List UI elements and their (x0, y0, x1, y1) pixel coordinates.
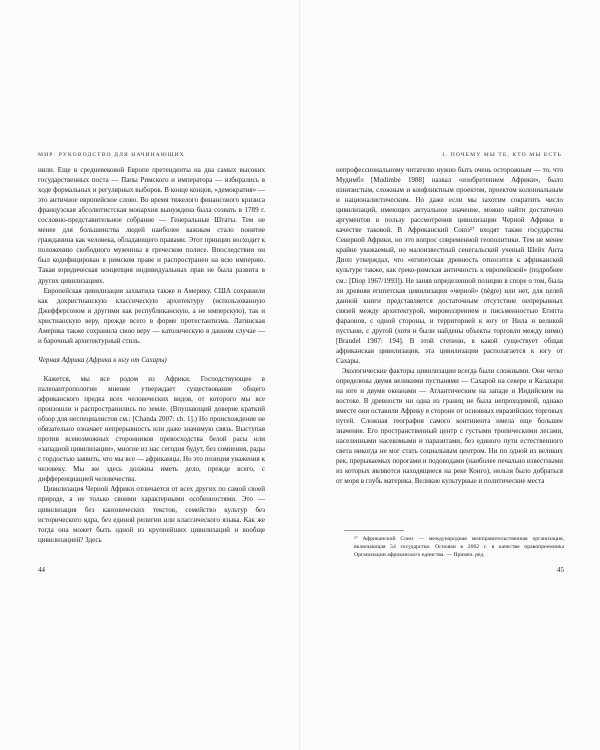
footnote (354, 530, 564, 559)
left-body-text (38, 165, 265, 545)
right-body-text (336, 165, 563, 487)
running-header-left: МИР: РУКОВОДСТВО ДЛЯ НАЧИНАЮЩИХ (38, 152, 185, 158)
right-page (300, 0, 600, 750)
right-paragraph-1: непрофессиональному читателю нужно быть очень осторожным — то, что Мудимбэ [Mudimbe 1988] назвал «изобретением Африки», было изнизистым, сложным и конфликтным проектом, проектом колониальным и националистическим. Но даже если мы захотим сократить число цивилизаций, имеющих актуальное значение, можно найти достаточно аргументов в пользу рассмотрения цивилизации Черной Африки в качестве таковой. В Африканский Союз²⁷ входят также государства Северной Африки, но это вопрос современной геополитики. Тем не менее крайне уважаемый, но малоизвестный сенегальский ученый Шейх Анта Диоп утверждал, что «египетская древность относится к африканской культуре также, как греко-римская античность к европейской» (подробнее см.: [Diop 1967/1993]). Не заняв определенной позиции в споре о том, была ли древняя египетская цивилизация «черной» (nègre) или нет, для целей данной книги представляется достаточным отсутствие непрерывных связей между архитектурой, мировоззрением и письменностью Египта фараонов, с одной стороны, и территорией к югу от Нила и великой пустыни, с другой (хотя и были найдены объекты торговли между ними) [Braudel 1987: 194]. В этой степени, в какой существует общая африканская цивилизация, эта цивилизация располагается к югу от Сахары. (336, 166, 563, 365)
left-paragraph-2: Европейская цивилизация захватила также и Америку. США сохранили как дохристианскую классическую архитектуру (использованную Джефферсоном и другими как республиканскую, а не имперскую), так и христианскую веру, прежде всего в форме протестантизма. Латинская Америка также сохранила свою веру — католическую в данном случае — и барочный архитектурный стиль. (38, 286, 265, 345)
running-header-right: 1. ПОЧЕМУ МЫ ТЕ, КТО МЫ ЕСТЬ (441, 152, 562, 158)
left-paragraph-3: Кажется, мы все родом из Африки. Господствующее в палеоантропологии мнение утверждает существование общего африканского предка всех человеческих видов, от которого мы все произошли и распространились по земле. (Впушающий доверие краткий обзор для неспециалистов см.: [Chanda 2007: ch. 1].) Но происхождение не обязательно означает непрерывность или даже значимую связь. Выступая против всевозможных сторонников превосходства белой расы или «западной цивилизации», многие из нас сегодня будут, без сомнения, рады с гордостью заявить, что мы все — африканцы. Но это позиция уважения к человеку. Мы же здесь должны иметь дело, прежде всего, с дифференциацией человечества. (38, 374, 265, 484)
right-paragraph-2: Экологические факторы цивилизации всегда были сложными. Они четко определены двумя великими пустынями — Сахарой на севере и Калахари на юге и двумя океанами — Атлантическим на западе и Индийским на востоке. В древности ни одна из границ не была непроходимой, однако вместе они оставили Африку в стороне от основных евразийских торговых путей. Сложная география самого континента имела еще большее значение. Его пространственный центр с густыми тропическими лесами, населенными насекомыми и паразитами, без единого пути естественного света никогда не мог стать социальным центром. Ни по одной из великих рек, прерываемых порогами и подоводами (наиболее печально известными из которых являются находящиеся на реке Конго), нельзя было добраться от моря в глубь материка. Великие культурные и политические места (336, 366, 563, 486)
footnote-rule (344, 530, 404, 531)
left-paragraph-1: нили. Еще в средневековой Европе претенденты на два самых высоких государственных поста — Папы Римского и императора — избирались в ходе формальных и регулярных выборов. В конце концов, «демократия» — это античное европейское слово. Во время тяжелого финансового кризиса французская абсолютистская монархия вынуждена была созвать в 1789 г. сословно-представительное собрание — Генеральные Штаты. Тем не менее для большинства людей наиболее важным стало понятие гражданина как человека, обладающего правами. Этот принцип восходит к положению свободного мужчины в греческом полисе. Впоследствии он был кодифицирован в римском праве и распространен на всю империю. Такая юридическая концепция индивидуальных прав не была развита в других цивилизациях. (38, 166, 265, 285)
section-subheading: Черная Африка (Африка к югу от Сахары) (38, 355, 167, 364)
page-number-right: 45 (557, 566, 564, 574)
footnote-text: ²⁷ Африканский Союз — международная межправительственная организация, включающая 54 государства. Основан в 2002 г. в качестве правопреемника Организации африканского единства. — Примеч. ред. (354, 536, 564, 558)
left-paragraph-4: Цивилизация Черной Африки отличается от всех других по самой своей природе, а не только своими характерными особенностями. Это — цивилизация без канонических текстов, семейство культур без исторического ядра, без единой религии или классического языка. Как же тогда она может быть одной из крупнейших цивилизаций и вообще цивилизацией? Здесь (38, 485, 265, 544)
page-number-left: 44 (38, 566, 45, 574)
